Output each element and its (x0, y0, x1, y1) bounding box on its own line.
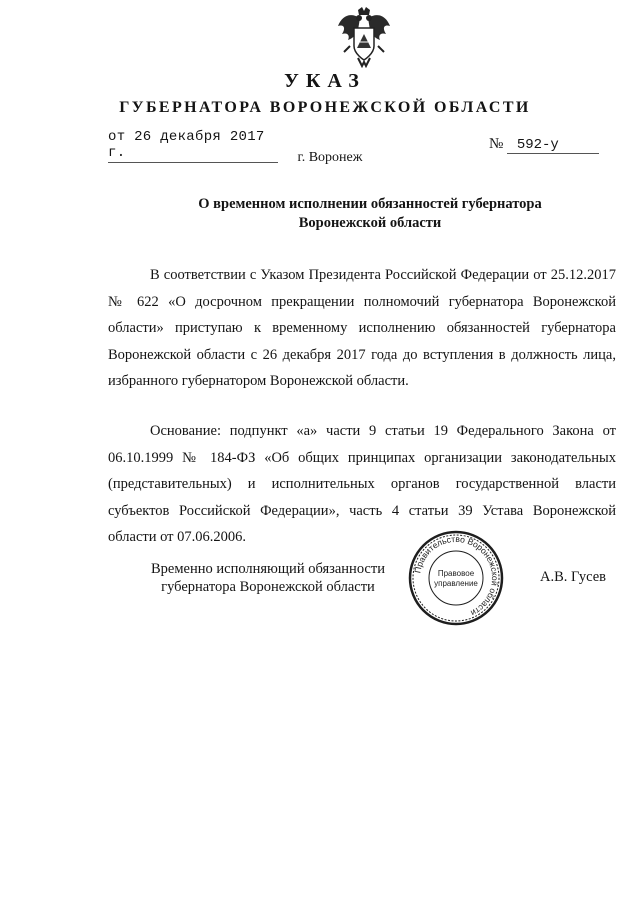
document-heading (160, 195, 580, 233)
position-line-1: Временно исполняющий обязанности (151, 561, 385, 577)
official-stamp (408, 530, 504, 626)
document-number: 592-у (507, 137, 599, 154)
stamp-ring-text: Правительство Воронежской области (412, 533, 501, 619)
stamp-center-line-1: Правовое (437, 569, 475, 578)
document-subtitle: ГУБЕРНАТОРА ВОРОНЕЖСКОЙ ОБЛАСТИ (119, 99, 531, 116)
stamp-center-line-2: управление (434, 579, 478, 588)
number-sign: № (489, 136, 504, 152)
heading-line-2: Воронежской области (298, 215, 442, 231)
document-city: г. Воронеж (297, 150, 363, 165)
signatory-position (108, 560, 428, 596)
position-line-2: губернатора Воронежской области (161, 579, 375, 595)
document-date: от 26 декабря 2017 г. (108, 129, 278, 163)
heading-line-1: О временном исполнении обязанностей губернатора (198, 196, 542, 212)
body-paragraph-2: Основание: подпункт «а» части 9 статьи 19 Федерального Закона от 06.10.1999 № 184-ФЗ «Об общих принципах организации законодательных (представительных) и исполнительных органов государственной власти субъектов Российской Федерации», часть 4 статьи 39 Устава Воронежской области от 07.06.2006. (108, 423, 616, 545)
signatory-name: А.В. Гусев (540, 569, 606, 585)
coat-of-arms-emblem (336, 6, 392, 68)
document-title: УКАЗ (284, 70, 366, 92)
body-paragraph-1: В соответствии с Указом Президента Российской Федерации от 25.12.2017 № 622 «О досрочном прекращении полномочий губернатора Воронежской области» приступаю к временному исполнению обязанностей губернатора Воронежской области с 26 декабря 2017 года до вступления в должность лица, избранного губернатором Воронежской области. (108, 267, 616, 389)
